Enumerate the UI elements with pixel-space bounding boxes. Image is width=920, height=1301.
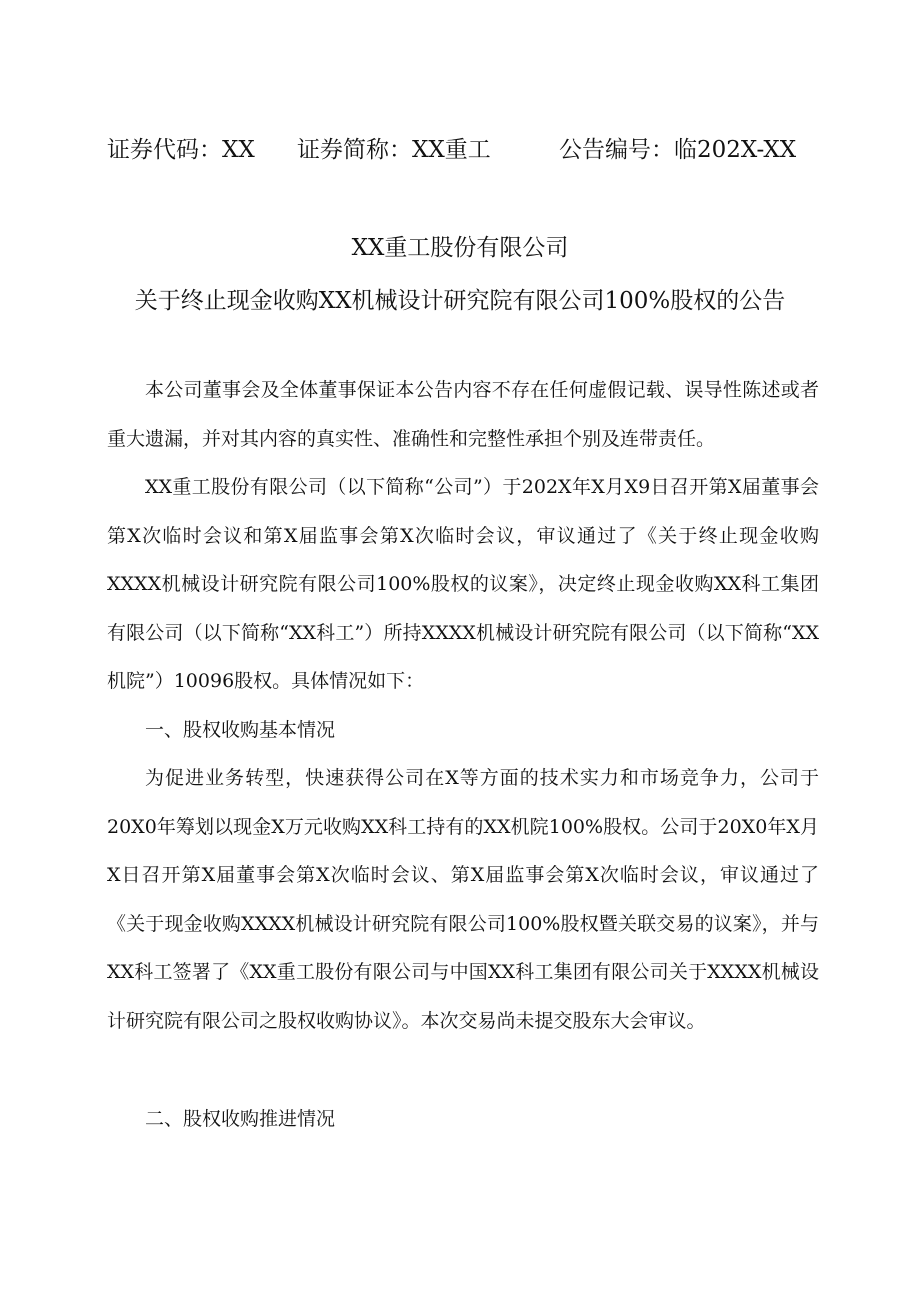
- company-title: XX重工股份有限公司: [351, 235, 569, 261]
- stock-code: 证券代码：XX: [107, 137, 255, 163]
- intro-paragraph: XX重工股份有限公司（以下简称“公司”）于202X年X月X9日召开第X届董事会第X次临时会议和第X届监事会第X次临时会议，审议通过了《关于终止现金收购XXXX机械设计研究院有限公司100%股权的议案》，决定终止现金收购XX科工集团有限公司（以下简称“XX科工”）所持XXXX机械设计研究院有限公司（以下简称“XX机院”）10096股权。具体情况如下：: [107, 476, 819, 692]
- announcement-title: 关于终止现金收购XX机械设计研究院有限公司100%股权的公告: [134, 288, 786, 314]
- announcement-header: [107, 130, 867, 170]
- stock-short-name: 证券简称：XX重工: [297, 137, 491, 163]
- section-1-paragraph: 为促进业务转型，快速获得公司在X等方面的技术实力和市场竞争力，公司于20X0年筹划以现金X万元收购XX科工持有的XX机院100%股权。公司于20X0年X月X日召开第X届董事会第X次临时会议、第X届监事会第X次临时会议，审议通过了《关于现金收购XXXX机械设计研究院有限公司100%股权暨关联交易的议案》，并与XX科工签署了《XX重工股份有限公司与中国XX科工集团有限公司关于XXXX机械设计研究院有限公司之股权收购协议》。本次交易尚未提交股东大会审议。: [107, 767, 819, 1032]
- announcement-number: 公告编号：临202X-XX: [559, 137, 797, 163]
- section-2-heading: 二、股权收购推进情况: [145, 1108, 336, 1130]
- board-statement-paragraph: 本公司董事会及全体董事保证本公告内容不存在任何虚假记载、误导性陈述或者重大遗漏，并对其内容的真实性、准确性和完整性承担个别及连带责任。: [107, 379, 819, 450]
- section-1-heading: 一、股权收购基本情况: [145, 719, 336, 741]
